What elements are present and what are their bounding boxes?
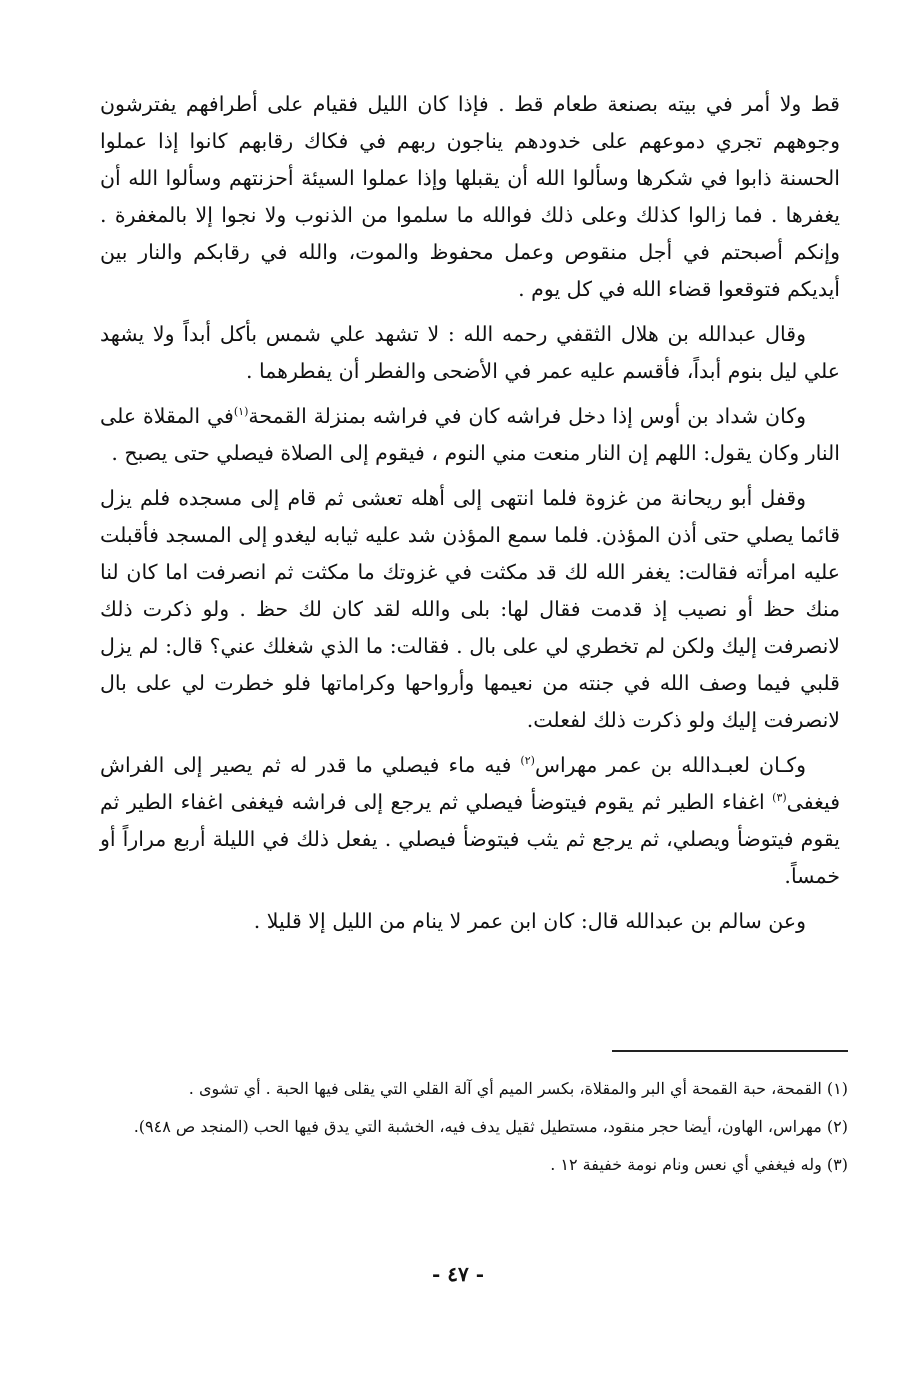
paragraph-4: وقفل أبو ريحانة من غزوة فلما انتهى إلى أهله تعشى ثم قام إلى مسجده فلم يزل قائما يصلي حتى أذن المؤذن. فلما سمع المؤذن شد عليه ثيابه ليغدو إلى المسجد فأقبلت عليه امرأته فقالت: يغفر الله لك قد مكثت في غزوتك ما مكثت ثم انصرفت اما كان لنا منك حظ أو نصيب إذ قدمت فقال لها: بلى والله لقد كان لك حظ . ولو ذكرت ذلك لانصرفت إليك ولكن لم تخطري لي على بال . فقالت: ما الذي شغلك عني؟ قال: لم يزل قلبي فيما وصف الله في جنته من نعيمها وأرواحها وكراماتها فلو خطرت لي على بال لانصرفت إليك ولو ذكرت ذلك لفعلت. xyxy=(100,486,840,732)
paragraph-5-part-2: فيه ماء فيصلي ما قدر له ثم يصير إلى الفراش فيغفى xyxy=(100,753,840,814)
paragraph-1: قط ولا أمر في بيته بصنعة طعام قط . فإذا كان الليل فقيام على أطرافهم يفترشون وجوههم تجري دموعهم على خدودهم يناجون ربهم في فكاك رقابهم كانوا إذا عملوا الحسنة ذابوا في شكرها وسألوا الله أن يقبلها وإذا عملوا السيئة أحزنتهم وسألوا الله أن يغفرها . فما زالوا كذلك وعلى ذلك فوالله ما سلموا من الذنوب ولا نجوا إلا بالمغفرة . وإنكم أصبحتم في أجل منقوص وعمل محفوظ والموت، والله في رقابكم والنار بين أيديكم فتوقعوا قضاء الله في كل يوم . xyxy=(100,92,840,301)
footnote-separator xyxy=(612,1050,848,1052)
paragraph-6: وعن سالم بن عبدالله قال: كان ابن عمر لا ينام من الليل إلا قليلا . xyxy=(253,909,806,933)
paragraph-3-part-1: وكان شداد بن أوس إذا دخل فراشه كان في فراشه بمنزلة القمحة xyxy=(248,404,806,428)
footnote-2: (٢) مهراس، الهاون، أيضا حجر منقود، مستطيل ثقيل يدف فيه، الخشبة التي يدق فيها الحب (المنجد ص ٩٤٨). xyxy=(133,1117,848,1136)
paragraph-5 xyxy=(100,747,840,895)
paragraph-2: وقال عبدالله بن هلال الثقفي رحمه الله : لا تشهد علي شمس بأكل أبداً ولا يشهد علي ليل بنوم أبداً، فأقسم عليه عمر في الأضحى والفطر أن يفطرهما . xyxy=(100,322,840,383)
footnote-3: (٣) وله فيغفي أي نعس ونام نومة خفيفة ١٢ . xyxy=(550,1155,848,1174)
main-text xyxy=(100,86,840,948)
footnote-ref-1: (١) xyxy=(233,405,249,419)
footnotes xyxy=(118,1074,848,1188)
paragraph-5-part-1: وكـان لعبـدالله بن عمر مهراس xyxy=(534,753,807,777)
footnote-ref-3: (٣) xyxy=(772,791,787,805)
paragraph-5-part-3: اغفاء الطير ثم يقوم فيتوضأ فيصلي ثم يرجع إلى فراشه فيغفى اغفاء الطير ثم يقوم فيتوضأ ويصلي، ثم يرجع ثم يثب فيتوضأ فيصلي . يفعل ذلك في الليلة أربع مراراً أو خمساً. xyxy=(100,790,840,888)
footnote-ref-2: (٢) xyxy=(520,754,535,768)
footnote-1: (١) القمحة، حبة القمحة أي البر والمقلاة، بكسر الميم أي آلة القلي التي يقلى فيها الحبة . أي تشوى . xyxy=(188,1079,848,1098)
paragraph-3 xyxy=(100,398,840,472)
page-number: - ٤٧ - xyxy=(431,1262,484,1286)
paragraph-3-part-2: في المقلاة على النار وكان يقول: اللهم إن النار منعت مني النوم ، فيقوم إلى الصلاة فيصلي حتى يصبح . xyxy=(100,404,840,465)
